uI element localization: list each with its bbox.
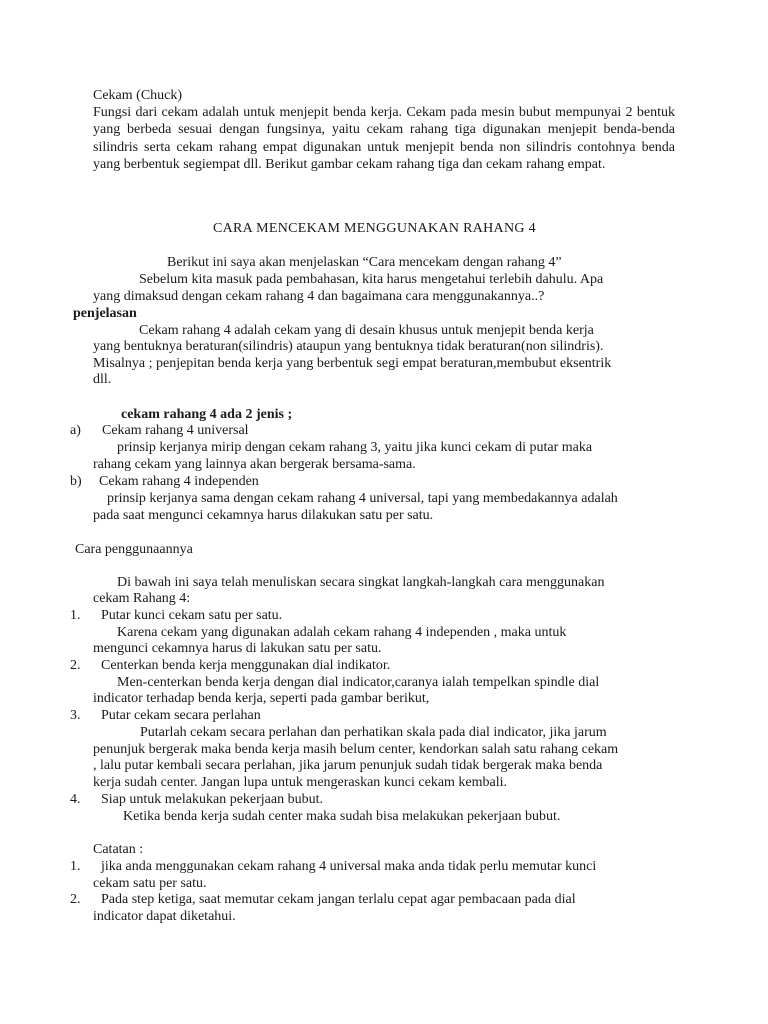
penjelasan-line-1: Cekam rahang 4 adalah cekam yang di desain khusus untuk menjepit benda kerja bbox=[139, 323, 594, 338]
jenis-title-a: Cekam rahang 4 universal bbox=[102, 423, 249, 438]
section-heading-cekam: Cekam (Chuck) bbox=[93, 88, 183, 103]
jenis-b-line-1: prinsip kerjanya sama dengan cekam rahang 4 universal, tapi yang membedakannya adalah bbox=[107, 491, 618, 506]
step-title-4: Siap untuk melakukan pekerjaan bubut. bbox=[101, 792, 323, 807]
step-title-1: Putar kunci cekam satu per satu. bbox=[101, 608, 283, 623]
step-marker-4: 4. bbox=[70, 792, 81, 807]
step-4-line-1: Ketika benda kerja sudah center maka sudah bisa melakukan pekerjaan bubut. bbox=[123, 809, 561, 824]
catatan-marker-1: 1. bbox=[70, 859, 81, 874]
jenis-title-b: Cekam rahang 4 independen bbox=[99, 474, 259, 489]
step-1-line-1: Karena cekam yang digunakan adalah cekam rahang 4 independen , maka untuk bbox=[117, 625, 567, 640]
step-1-line-2: mengunci cekamnya harus di lakukan satu per satu. bbox=[93, 641, 382, 656]
step-title-2: Centerkan benda kerja menggunakan dial indikator. bbox=[101, 658, 391, 673]
jenis-marker-a: a) bbox=[70, 423, 81, 438]
step-3-line-2: penunjuk bergerak maka benda kerja masih belum center, kendorkan salah satu rahang cekam bbox=[93, 742, 619, 757]
cara-intro-2: cekam Rahang 4: bbox=[93, 591, 191, 606]
jenis-marker-b: b) bbox=[70, 474, 82, 489]
section-paragraph-cekam: Fungsi dari cekam adalah untuk menjepit benda kerja. Cekam pada mesin bubut mempunyai 2 bentuk yang berbeda sesuai dengan fungsinya, yaitu cekam rahang tiga digunakan menjepit benda-benda silindris serta cekam rahang empat digunakan untuk menjepit benda non silindris contohnya benda yang berbentuk segiempat dll. Berikut gambar cekam rahang tiga dan cekam rahang empat. bbox=[93, 105, 675, 172]
catatan-marker-2: 2. bbox=[70, 892, 81, 907]
jenis-heading: cekam rahang 4 ada 2 jenis ; bbox=[121, 407, 293, 422]
catatan-2-line-2: indicator dapat diketahui. bbox=[93, 909, 236, 924]
catatan-heading: Catatan : bbox=[93, 842, 144, 857]
intro-line-2: Sebelum kita masuk pada pembahasan, kita harus mengetahui terlebih dahulu. Apa bbox=[139, 272, 604, 287]
step-3-line-1: Putarlah cekam secara perlahan dan perhatikan skala pada dial indicator, jika jarum bbox=[140, 725, 607, 740]
penjelasan-label: penjelasan bbox=[73, 306, 137, 321]
jenis-a-line-2: rahang cekam yang lainnya akan bergerak bersama-sama. bbox=[93, 457, 416, 472]
penjelasan-line-3: Misalnya ; penjepitan benda kerja yang berbentuk segi empat beraturan,membubut eksentrik bbox=[93, 356, 612, 371]
page-title: CARA MENCEKAM MENGGUNAKAN RAHANG 4 bbox=[213, 221, 536, 236]
jenis-b-line-2: pada saat mengunci cekamnya harus dilakukan satu per satu. bbox=[93, 508, 434, 523]
penjelasan-line-4: dll. bbox=[93, 372, 112, 387]
step-marker-2: 2. bbox=[70, 658, 81, 673]
intro-line-3: yang dimaksud dengan cekam rahang 4 dan bagaimana cara menggunakannya..? bbox=[93, 289, 545, 304]
step-title-3: Putar cekam secara perlahan bbox=[101, 708, 261, 723]
catatan-1-line-2: cekam satu per satu. bbox=[93, 876, 207, 891]
step-2-line-2: indicator terhadap benda kerja, seperti pada gambar berikut, bbox=[93, 691, 430, 706]
step-2-line-1: Men-centerkan benda kerja dengan dial indicator,caranya ialah tempelkan spindle dial bbox=[117, 675, 600, 690]
catatan-2-line-1: Pada step ketiga, saat memutar cekam jangan terlalu cepat agar pembacaan pada dial bbox=[101, 892, 576, 907]
penjelasan-line-2: yang bentuknya beraturan(silindris) ataupun yang bentuknya tidak beraturan(non silindris). bbox=[93, 339, 604, 354]
cara-intro-1: Di bawah ini saya telah menuliskan secara singkat langkah-langkah cara menggunakan bbox=[117, 575, 605, 590]
cara-heading: Cara penggunaannya bbox=[75, 542, 193, 557]
step-marker-3: 3. bbox=[70, 708, 81, 723]
catatan-1-line-1: jika anda menggunakan cekam rahang 4 universal maka anda tidak perlu memutar kunci bbox=[101, 859, 597, 874]
jenis-a-line-1: prinsip kerjanya mirip dengan cekam rahang 3, yaitu jika kunci cekam di putar maka bbox=[117, 440, 593, 455]
intro-line-1: Berikut ini saya akan menjelaskan “Cara mencekam dengan rahang 4” bbox=[167, 255, 562, 270]
step-3-line-3: , lalu putar kembali secara perlahan, jika jarum penunjuk sudah tidak bergerak maka benda bbox=[93, 758, 603, 773]
step-marker-1: 1. bbox=[70, 608, 81, 623]
step-3-line-4: kerja sudah center. Jangan lupa untuk mengeraskan kunci cekam kembali. bbox=[93, 775, 508, 790]
